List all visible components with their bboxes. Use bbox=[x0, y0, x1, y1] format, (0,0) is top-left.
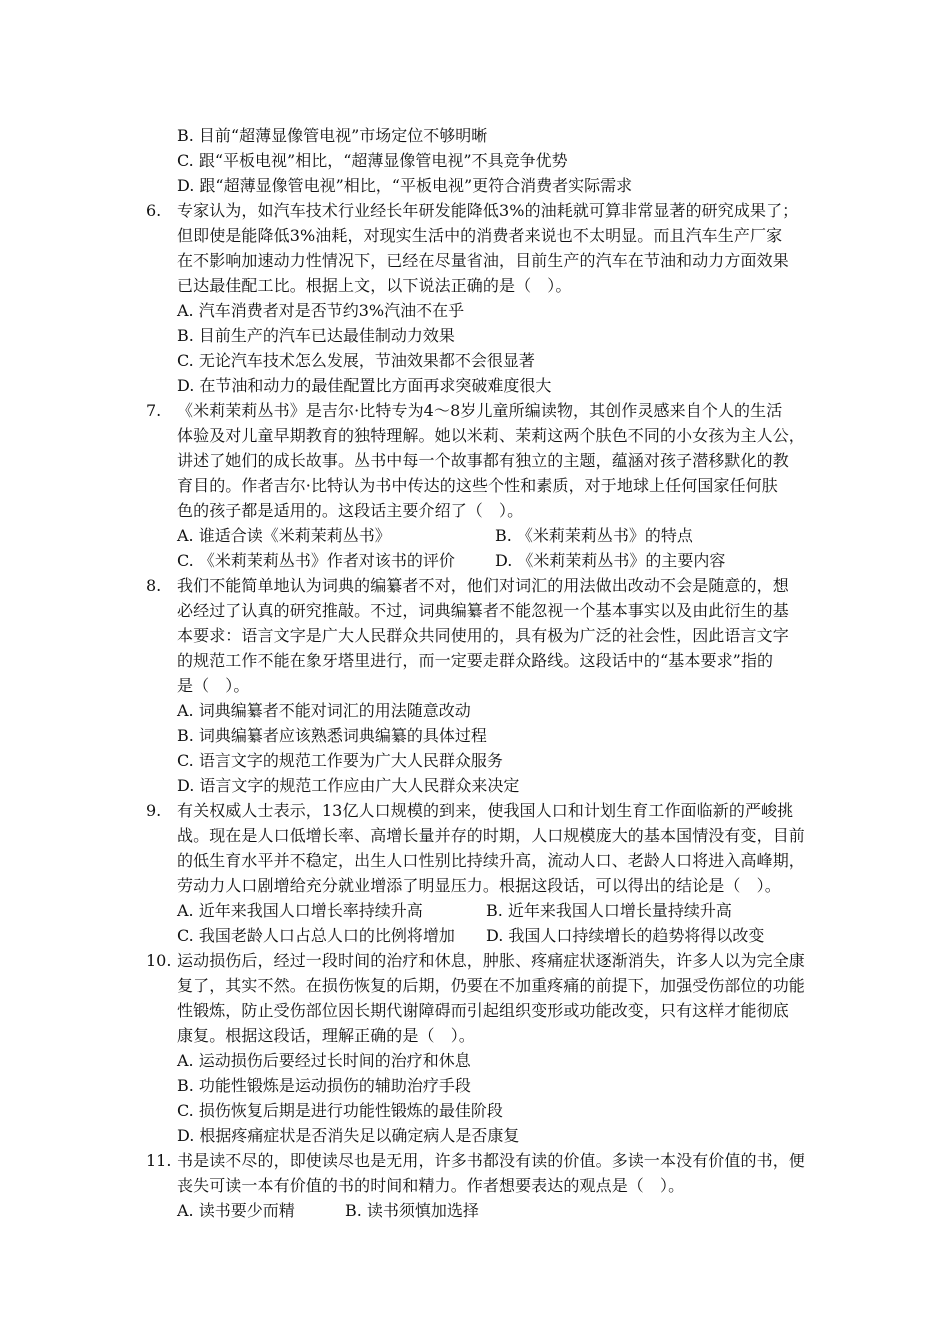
question-number: 11. bbox=[146, 1151, 172, 1170]
option-7c: C. 《米莉茉莉丛书》作者对该书的评价 bbox=[177, 551, 455, 570]
option-10c: C. 损伤恢复后期是进行功能性锻炼的最佳阶段 bbox=[177, 1101, 503, 1120]
option-9c: C. 我国老龄人口占总人口的比例将增加 bbox=[177, 926, 455, 945]
question-stem-line: 丧失可读一本有价值的书的时间和精力。作者想要表达的观点是（ ）。 bbox=[177, 1176, 685, 1195]
option-10d: D. 根据疼痛症状是否消失足以确定病人是否康复 bbox=[177, 1126, 520, 1145]
option-6b: B. 目前生产的汽车已达最佳制动力效果 bbox=[177, 326, 455, 345]
question-stem-line: 我们不能简单地认为词典的编纂者不对，他们对词汇的用法做出改动不会是随意的，想 bbox=[177, 576, 789, 595]
option-9d: D. 我国人口持续增长的趋势将得以改变 bbox=[486, 926, 765, 945]
question-stem-line: 是（ ）。 bbox=[177, 676, 250, 695]
option-8b: B. 词典编纂者应该熟悉词典编纂的具体过程 bbox=[177, 726, 487, 745]
option-11b: B. 读书须慎加选择 bbox=[345, 1201, 479, 1220]
option-8c: C. 语言文字的规范工作要为广大人民群众服务 bbox=[177, 751, 503, 770]
question-stem-line: 《米莉茉莉丛书》是吉尔·比特专为4～8岁儿童所编读物，其创作灵感来自个人的生活 bbox=[177, 401, 783, 420]
option-9a: A. 近年来我国人口增长率持续升高 bbox=[177, 901, 423, 920]
question-stem-line: 战。现在是人口低增长率、高增长量并存的时期，人口规模庞大的基本国情没有变，目前 bbox=[177, 826, 805, 845]
question-stem-line: 本要求：语言文字是广大人民群众共同使用的，具有极为广泛的社会性，因此语言文字 bbox=[177, 626, 789, 645]
question-stem-line: 的规范工作不能在象牙塔里进行，而一定要走群众路线。这段话中的“基本要求”指的 bbox=[177, 651, 774, 670]
option-6c: C. 无论汽车技术怎么发展，节油效果都不会很显著 bbox=[177, 351, 535, 370]
question-stem-line: 运动损伤后，经过一段时间的治疗和休息，肿胀、疼痛症状逐渐消失，许多人以为完全康 bbox=[177, 951, 805, 970]
question-stem-line: 的低生育水平并不稳定，出生人口性别比持续升高，流动人口、老龄人口将进入高峰期， bbox=[177, 851, 805, 870]
option-7b: B. 《米莉茉莉丛书》的特点 bbox=[495, 526, 693, 545]
question-stem-line: 有关权威人士表示，13亿人口规模的到来，使我国人口和计划生育工作面临新的严峻挑 bbox=[177, 801, 794, 820]
option-5c: C. 跟“平板电视”相比，“超薄显像管电视”不具竞争优势 bbox=[177, 151, 568, 170]
question-stem-line: 色的孩子都是适用的。这段话主要介绍了（ ）。 bbox=[177, 501, 524, 520]
question-number: 9. bbox=[146, 801, 162, 820]
question-stem-line: 必经过了认真的研究推敲。不过，词典编纂者不能忽视一个基本事实以及由此衍生的基 bbox=[177, 601, 789, 620]
option-7d: D. 《米莉茉莉丛书》的主要内容 bbox=[495, 551, 726, 570]
option-5b: B. 目前“超薄显像管电视”市场定位不够明晰 bbox=[177, 126, 488, 145]
question-stem-line: 体验及对儿童早期教育的独特理解。她以米莉、茉莉这两个肤色不同的小女孩为主人公， bbox=[177, 426, 805, 445]
question-stem-line: 复了，其实不然。在损伤恢复的后期，仍要在不加重疼痛的前提下，加强受伤部位的功能 bbox=[177, 976, 805, 995]
option-5d: D. 跟“超薄显像管电视”相比，“平板电视”更符合消费者实际需求 bbox=[177, 176, 633, 195]
question-stem-line: 已达最佳配工比。根据上文，以下说法正确的是（ ）。 bbox=[177, 276, 572, 295]
question-number: 10. bbox=[146, 951, 172, 970]
option-6d: D. 在节油和动力的最佳配置比方面再求突破难度很大 bbox=[177, 376, 552, 395]
question-number: 6. bbox=[146, 201, 162, 220]
question-stem-line: 劳动力人口剧增给充分就业增添了明显压力。根据这段话，可以得出的结论是（ ）。 bbox=[177, 876, 781, 895]
option-8a: A. 词典编纂者不能对词汇的用法随意改动 bbox=[177, 701, 471, 720]
question-stem-line: 育目的。作者吉尔·比特认为书中传达的这些个性和素质，对于地球上任何国家任何肤 bbox=[177, 476, 778, 495]
question-number: 7. bbox=[146, 401, 162, 420]
question-stem-line: 书是读不尽的，即使读尽也是无用，许多书都没有读的价值。多读一本没有价值的书，便 bbox=[177, 1151, 805, 1170]
option-11a: A. 读书要少而精 bbox=[177, 1201, 295, 1220]
question-stem-line: 讲述了她们的成长故事。丛书中每一个故事都有独立的主题，蕴涵对孩子潜移默化的教 bbox=[177, 451, 789, 470]
question-stem-line: 性锻炼，防止受伤部位因长期代谢障碍而引起组织变形或功能改变，只有这样才能彻底 bbox=[177, 1001, 789, 1020]
option-10a: A. 运动损伤后要经过长时间的治疗和休息 bbox=[177, 1051, 471, 1070]
option-8d: D. 语言文字的规范工作应由广大人民群众来决定 bbox=[177, 776, 520, 795]
option-10b: B. 功能性锻炼是运动损伤的辅助治疗手段 bbox=[177, 1076, 471, 1095]
question-stem-line: 专家认为，如汽车技术行业经长年研发能降低3%的油耗就可算非常显著的研究成果了； bbox=[177, 201, 799, 220]
option-6a: A. 汽车消费者对是否节约3%汽油不在乎 bbox=[177, 301, 465, 320]
question-stem-line: 康复。根据这段话，理解正确的是（ ）。 bbox=[177, 1026, 475, 1045]
question-stem-line: 但即使是能降低3%油耗，对现实生活中的消费者来说也不太明显。而且汽车生产厂家 bbox=[177, 226, 783, 245]
option-9b: B. 近年来我国人口增长量持续升高 bbox=[486, 901, 732, 920]
option-7a: A. 谁适合读《米莉茉莉丛书》 bbox=[177, 526, 391, 545]
question-stem-line: 在不影响加速动力性情况下，已经在尽量省油，目前生产的汽车在节油和动力方面效果 bbox=[177, 251, 789, 270]
question-number: 8. bbox=[146, 576, 162, 595]
